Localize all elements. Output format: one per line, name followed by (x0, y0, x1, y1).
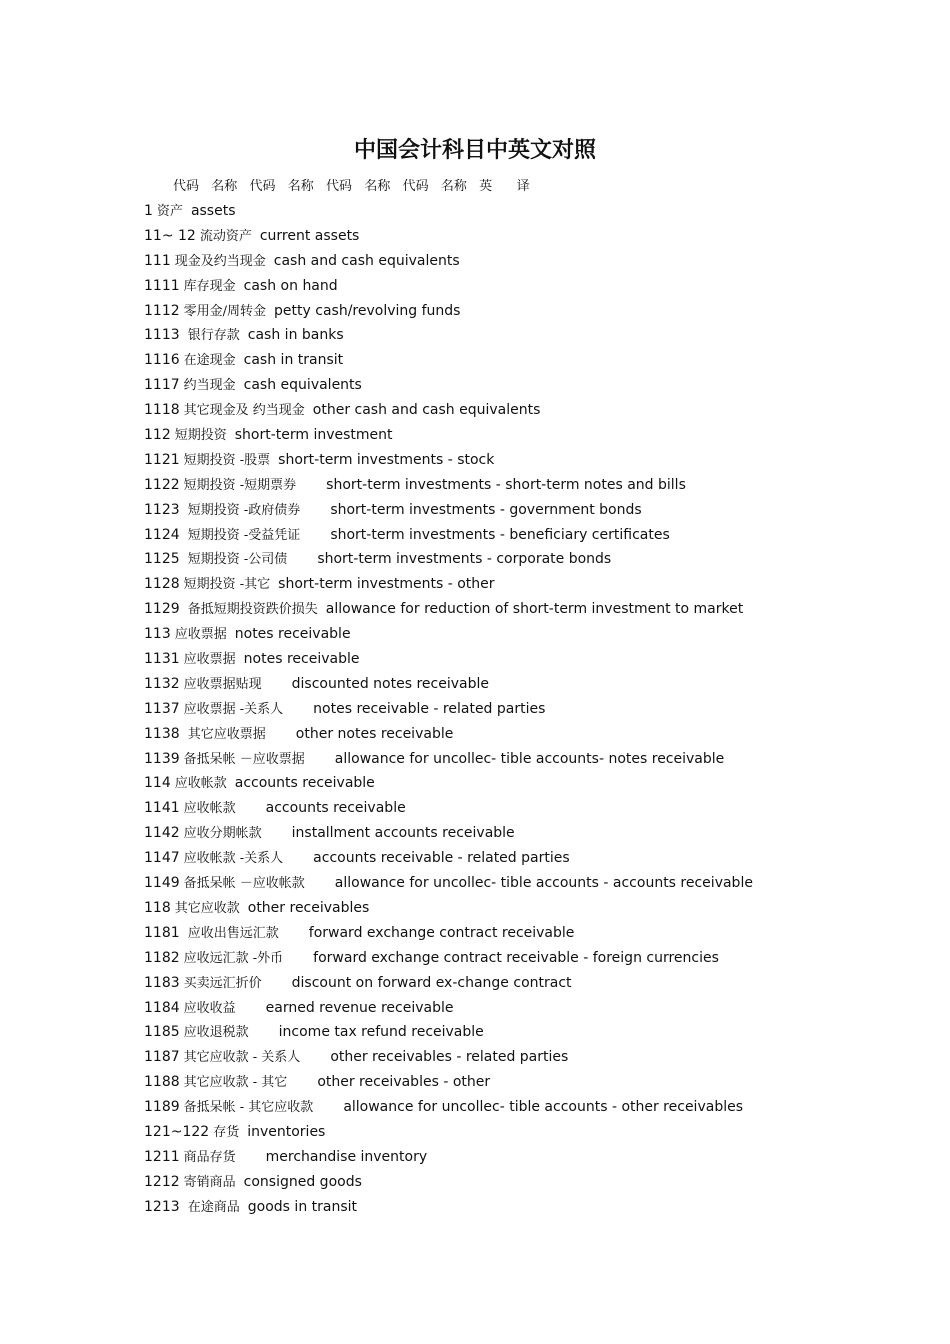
account-name-chinese: 其它应收款 - 关系人 (183, 1050, 301, 1066)
account-code: 121~122 (144, 1123, 210, 1140)
account-name-english: short-term investments - stock (278, 451, 495, 468)
account-name-chinese: 应收出售远汇款 (183, 925, 279, 941)
account-entry (144, 249, 934, 274)
account-entry (144, 224, 934, 249)
account-name-chinese: 商品存货 (183, 1149, 236, 1165)
account-name-chinese: 流动资产 (199, 228, 252, 244)
account-name-chinese: 在途商品 (183, 1199, 240, 1215)
account-entry (144, 622, 934, 647)
account-entry (144, 1020, 934, 1045)
account-entry (144, 348, 934, 373)
column-header: 代码 名称 代码 名称 代码 名称 代码 名称 英 译 (173, 179, 530, 194)
account-name-english: short-term investments - corporate bonds (317, 551, 612, 568)
account-name-chinese: 应收退税款 (183, 1025, 249, 1041)
account-entry (144, 846, 934, 871)
account-name-chinese: 寄销商品 (183, 1174, 236, 1190)
account-name-english: notes receivable - related parties (313, 700, 546, 717)
account-code: 1118 (144, 402, 180, 419)
account-code: 1111 (144, 277, 180, 294)
account-entry (144, 523, 934, 548)
account-code: 1117 (144, 377, 180, 394)
account-name-chinese: 应收分期帐款 (183, 826, 262, 842)
account-entry (144, 946, 934, 971)
account-entry (144, 1045, 934, 1070)
account-name-chinese: 应收帐款 (174, 776, 227, 792)
account-entry (144, 572, 934, 597)
account-name-chinese: 短期投资 -受益凭证 (183, 527, 301, 543)
account-code: 111 (144, 252, 171, 269)
account-name-chinese: 存货 (213, 1124, 240, 1140)
account-entry (144, 547, 934, 572)
account-entry (144, 299, 934, 324)
account-name-chinese: 短期投资 (174, 428, 227, 444)
account-name-chinese: 应收票据贴现 (183, 676, 262, 692)
account-name-english: cash on hand (243, 277, 338, 294)
account-name-chinese: 资产 (156, 204, 183, 219)
account-entry (144, 1070, 934, 1095)
account-name-english: cash in banks (247, 327, 344, 344)
account-name-english: cash equivalents (243, 377, 362, 394)
account-code: 1185 (144, 1024, 180, 1041)
account-entry (144, 323, 934, 348)
account-name-chinese: 其它应收票据 (183, 726, 266, 742)
account-name-english: other receivables - other (317, 1074, 491, 1091)
account-entry (144, 796, 934, 821)
account-code: 1125 (144, 551, 180, 568)
account-entry (144, 747, 934, 772)
account-name-chinese: 备抵呆帐 －应收帐款 (183, 876, 305, 892)
account-name-chinese: 应收收益 (183, 1000, 236, 1016)
account-name-english: short-term investment (234, 427, 393, 444)
account-name-english: installment accounts receivable (291, 825, 515, 842)
account-name-english: current assets (259, 227, 360, 244)
account-name-english: short-term investments - short-term notes and bills (326, 476, 686, 493)
account-code: 1182 (144, 949, 180, 966)
account-name-english: allowance for uncollec- tible accounts- notes receivable (334, 750, 725, 767)
account-name-english: notes receivable (234, 626, 351, 643)
account-code: 1184 (144, 999, 180, 1016)
account-name-chinese: 备抵呆帐 －应收票据 (183, 751, 305, 767)
account-code: 1124 (144, 526, 180, 543)
account-code: 1112 (144, 302, 180, 319)
account-list (144, 199, 934, 1220)
account-entry (144, 996, 934, 1021)
account-name-english: other receivables - related parties (330, 1049, 569, 1066)
account-name-chinese: 其它应收款 (174, 900, 240, 916)
account-code: 1137 (144, 700, 180, 717)
account-code: 1212 (144, 1173, 180, 1190)
account-name-english: merchandise inventory (265, 1148, 428, 1165)
account-name-chinese: 备抵短期投资跌价损失 (183, 602, 318, 618)
account-name-english: cash in transit (243, 352, 344, 369)
account-code: 113 (144, 626, 171, 643)
account-entry (144, 722, 934, 747)
account-code: 112 (144, 427, 171, 444)
account-name-english: income tax refund receivable (278, 1024, 484, 1041)
account-name-chinese: 短期投资 -其它 (183, 577, 271, 593)
account-name-chinese: 其它现金及 约当现金 (183, 403, 305, 419)
account-code: 1188 (144, 1074, 180, 1091)
account-name-english: discount on forward ex-change contract (291, 974, 572, 991)
account-name-chinese: 约当现金 (183, 378, 236, 394)
account-code: 1183 (144, 974, 180, 991)
account-entry (144, 274, 934, 299)
account-code: 1121 (144, 451, 180, 468)
account-name-english: short-term investments - beneficiary certificates (330, 526, 670, 543)
account-entry (144, 697, 934, 722)
account-code: 1123 (144, 501, 180, 518)
account-code: 1128 (144, 576, 180, 593)
account-name-english: short-term investments - other (278, 576, 495, 593)
account-entry (144, 821, 934, 846)
account-code: 1211 (144, 1148, 180, 1165)
account-name-english: other cash and cash equivalents (312, 402, 541, 419)
account-name-english: petty cash/revolving funds (274, 302, 461, 319)
account-name-english: allowance for uncollec- tible accounts - accounts receivable (334, 875, 753, 892)
account-name-chinese: 在途现金 (183, 353, 236, 369)
account-entry (144, 498, 934, 523)
account-code: 1147 (144, 850, 180, 867)
account-code: 1138 (144, 725, 180, 742)
account-name-english: cash and cash equivalents (273, 252, 460, 269)
account-code: 1181 (144, 924, 180, 941)
account-name-english: forward exchange contract receivable (308, 924, 575, 941)
account-entry (144, 896, 934, 921)
account-name-chinese: 应收票据 -关系人 (183, 701, 284, 717)
account-name-chinese: 短期投资 -短期票券 (183, 477, 297, 493)
account-entry (144, 672, 934, 697)
account-code: 1149 (144, 875, 180, 892)
account-name-chinese: 买卖远汇折价 (183, 975, 262, 991)
account-name-english: inventories (247, 1123, 326, 1140)
account-name-english: other receivables (247, 899, 370, 916)
account-entry (144, 871, 934, 896)
account-name-chinese: 应收帐款 (183, 801, 236, 817)
account-entry (144, 423, 934, 448)
account-name-english: earned revenue receivable (265, 999, 454, 1016)
account-name-chinese: 银行存款 (183, 328, 240, 344)
account-name-chinese: 备抵呆帐 - 其它应收款 (183, 1100, 314, 1116)
account-entry (144, 1145, 934, 1170)
account-code: 1131 (144, 651, 180, 668)
account-code: 1132 (144, 675, 180, 692)
account-name-chinese: 现金及约当现金 (174, 253, 266, 269)
account-code: 1122 (144, 476, 180, 493)
account-name-chinese: 短期投资 -政府债券 (183, 502, 301, 518)
account-entry (144, 647, 934, 672)
account-code: 114 (144, 775, 171, 792)
account-name-english: accounts receivable (234, 775, 375, 792)
account-name-english: accounts receivable (265, 800, 406, 817)
account-code: 118 (144, 899, 171, 916)
account-name-chinese: 零用金/周转金 (183, 303, 267, 319)
account-code: 1189 (144, 1099, 180, 1116)
account-code: 11~ 12 (144, 227, 196, 244)
account-entry (144, 1095, 934, 1120)
account-name-english: forward exchange contract receivable - foreign currencies (313, 949, 719, 966)
account-code: 1113 (144, 327, 180, 344)
account-code: 1187 (144, 1049, 180, 1066)
account-code: 1142 (144, 825, 180, 842)
account-code: 1116 (144, 352, 180, 369)
account-code: 1213 (144, 1198, 180, 1215)
account-name-english: notes receivable (243, 651, 360, 668)
account-entry (144, 921, 934, 946)
account-name-english: allowance for reduction of short-term investment to market (325, 601, 744, 618)
account-name-english: other notes receivable (295, 725, 454, 742)
account-entry (144, 448, 934, 473)
account-name-chinese: 短期投资 -公司债 (183, 552, 288, 568)
account-name-english: consigned goods (243, 1173, 362, 1190)
account-code: 1139 (144, 750, 180, 767)
account-name-chinese: 应收票据 (183, 652, 236, 668)
account-entry (144, 597, 934, 622)
account-entry (144, 1120, 934, 1145)
account-name-english: accounts receivable - related parties (313, 850, 570, 867)
account-entry (144, 473, 934, 498)
account-name-chinese: 短期投资 -股票 (183, 452, 271, 468)
account-name-chinese: 其它应收款 - 其它 (183, 1075, 288, 1091)
account-name-chinese: 应收票据 (174, 627, 227, 643)
account-name-english: discounted notes receivable (291, 675, 489, 692)
account-name-english: assets (190, 203, 236, 219)
account-name-english: goods in transit (247, 1198, 358, 1215)
account-code: 1129 (144, 601, 180, 618)
account-entry (144, 373, 934, 398)
account-entry (144, 1170, 934, 1195)
document-title: 中国会计科目中英文对照 (353, 138, 596, 163)
account-code: 1141 (144, 800, 180, 817)
account-name-chinese: 应收帐款 -关系人 (183, 851, 284, 867)
account-entry (144, 1195, 934, 1220)
account-entry (144, 398, 934, 423)
account-entry (144, 971, 934, 996)
account-code: 1 (144, 203, 153, 219)
account-name-chinese: 库存现金 (183, 278, 236, 294)
account-name-english: allowance for uncollec- tible accounts - other receivables (343, 1099, 743, 1116)
account-entry (144, 771, 934, 796)
account-name-chinese: 应收远汇款 -外币 (183, 950, 284, 966)
account-name-english: short-term investments - government bonds (330, 501, 642, 518)
account-entry (144, 199, 934, 224)
